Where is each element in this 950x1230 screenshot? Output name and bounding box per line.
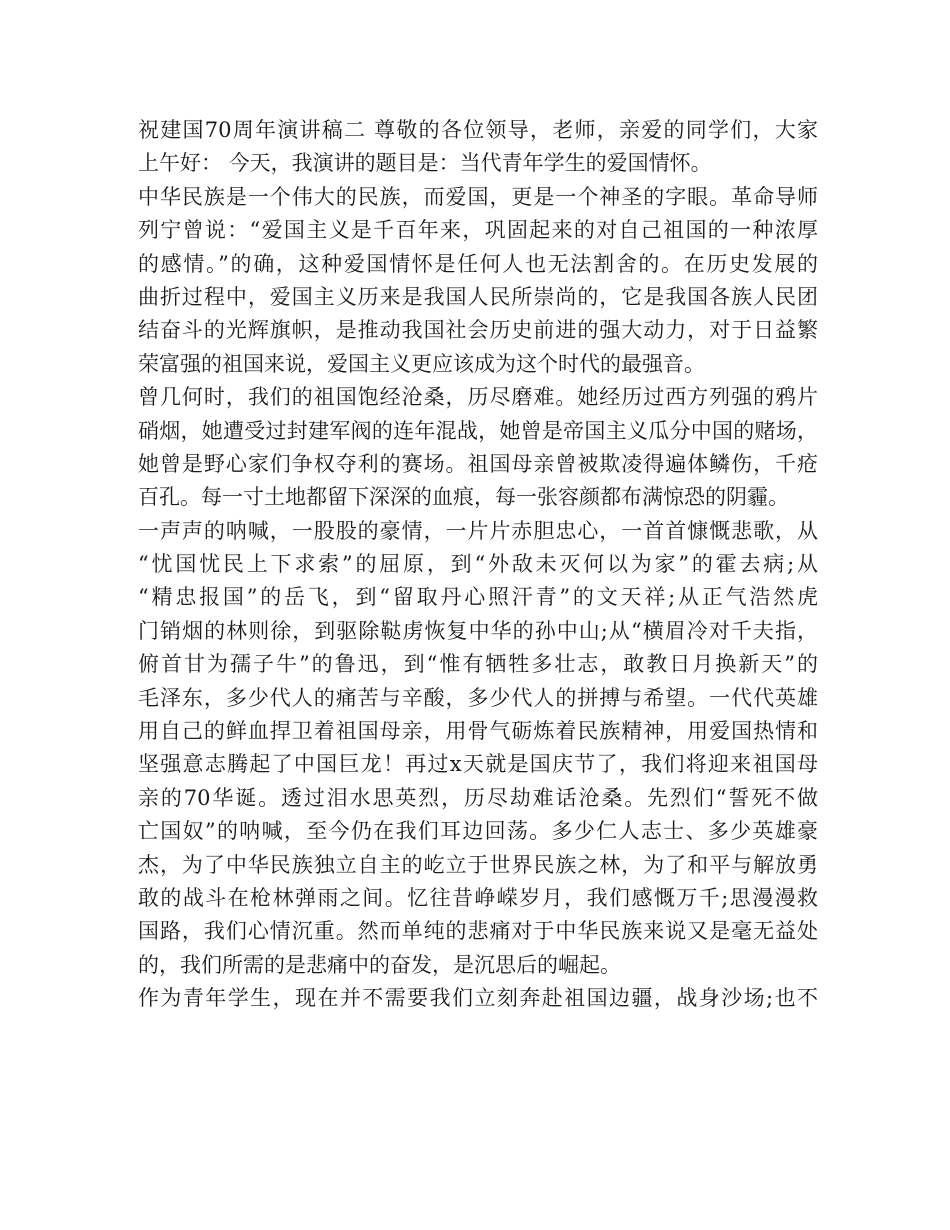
text-line-20: 坚强意志腾起了中国巨龙！再过x天就是国庆节了，我们将迎来祖国母 [138, 752, 818, 777]
text-line-25: 国路，我们心情沉重。然而单纯的悲痛对于中华民族来说又是毫无益处 [138, 919, 818, 944]
text-line-5: 的感情。”的确，这种爱国情怀是任何人也无法割舍的。在历史发展的 [138, 251, 818, 276]
text-line-11: 她曾是野心家们争权夺利的赛场。祖国母亲曾被欺凌得遍体鳞伤，千疮 [138, 451, 818, 476]
text-line-8: 荣富强的祖国来说，爱国主义更应该成为这个时代的最强音。 [138, 351, 705, 376]
text-line-16: 门销烟的林则徐，到驱除鞑虏恢复中华的孙中山;从“横眉冷对千夫指， [138, 618, 818, 643]
text-line-7: 结奋斗的光辉旗帜，是推动我国社会历史前进的强大动力，对于日益繁 [138, 318, 818, 343]
text-line-17: 俯首甘为孺子牛”的鲁迅，到“惟有牺牲多壮志，敢教日月换新天”的 [138, 652, 818, 677]
text-line-24: 敢的战斗在枪林弹雨之间。忆往昔峥嵘岁月，我们感慨万千;思漫漫救 [138, 885, 818, 910]
text-line-3: 中华民族是一个伟大的民族，而爱国，更是一个神圣的字眼。革命导师 [138, 184, 818, 209]
text-line-6: 曲折过程中，爱国主义历来是我国人民所崇尚的，它是我国各族人民团 [138, 284, 818, 309]
speech-text-body [138, 114, 818, 1016]
text-line-23: 杰，为了中华民族独立自主的屹立于世界民族之林，为了和平与解放勇 [138, 852, 818, 877]
text-line-14: “忧国忧民上下求索”的屈原，到“外敌未灭何以为家”的霍去病;从 [138, 552, 818, 577]
text-line-2: 上午好： 今天，我演讲的题目是：当代青年学生的爱国情怀。 [138, 151, 712, 176]
text-line-21: 亲的70华诞。透过泪水思英烈，历尽劫难话沧桑。先烈们“誓死不做 [138, 785, 818, 810]
text-line-27: 作为青年学生，现在并不需要我们立刻奔赴祖国边疆，战身沙场;也不 [138, 986, 818, 1011]
text-line-18: 毛泽东，多少代人的痛苦与辛酸，多少代人的拼搏与希望。一代代英雄 [138, 685, 818, 710]
text-line-22: 亡国奴”的呐喊，至今仍在我们耳边回荡。多少仁人志士、多少英雄豪 [138, 819, 818, 844]
text-line-15: “精忠报国”的岳飞，到“留取丹心照汗青”的文天祥;从正气浩然虎 [138, 585, 818, 610]
text-line-19: 用自己的鲜血捍卫着祖国母亲，用骨气砺炼着民族精神，用爱国热情和 [138, 719, 818, 744]
text-line-1: 祝建国70周年演讲稿二 尊敬的各位领导，老师，亲爱的同学们，大家 [138, 118, 818, 142]
text-line-9: 曾几何时，我们的祖国饱经沧桑，历尽磨难。她经历过西方列强的鸦片 [138, 385, 818, 410]
text-line-13: 一声声的呐喊，一股股的豪情，一片片赤胆忠心，一首首慷慨悲歌，从 [138, 518, 818, 543]
text-line-26: 的，我们所需的是悲痛中的奋发，是沉思后的崛起。 [138, 952, 621, 977]
text-line-10: 硝烟，她遭受过封建军阀的连年混战，她曾是帝国主义瓜分中国的赌场， [138, 418, 818, 443]
text-line-4: 列宁曾说：“爱国主义是千百年来，巩固起来的对自己祖国的一种浓厚 [138, 218, 818, 243]
text-line-12: 百孔。每一寸土地都留下深深的血痕，每一张容颜都布满惊恐的阴霾。 [138, 485, 789, 510]
